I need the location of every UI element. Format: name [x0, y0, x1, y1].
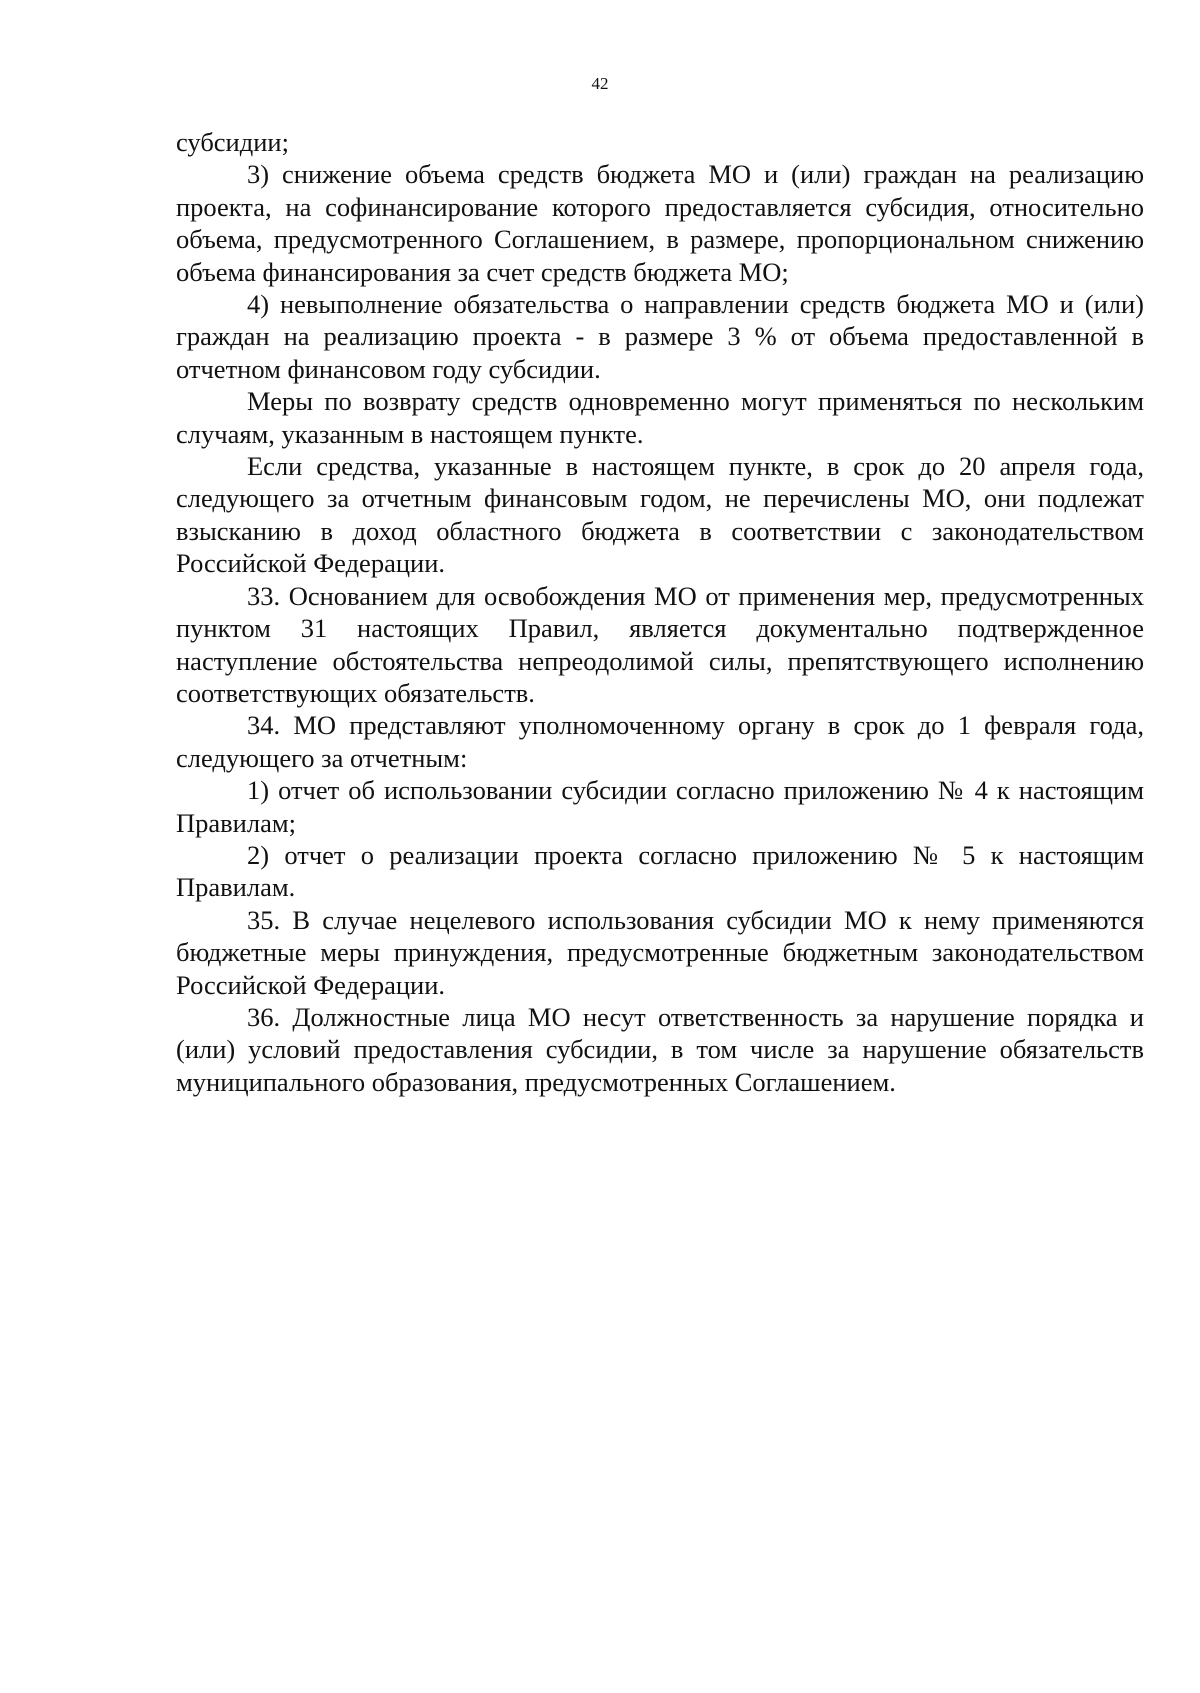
paragraph-return-measures: Меры по возврату средств одновременно могут применяться по нескольким случаям, указанным в настоящем пункте. — [176, 386, 1144, 449]
page-number: 42 — [591, 74, 609, 93]
paragraph-clause-34-item-1: 1) отчет об использовании субсидии согласно приложению № 4 к настоящим Правилам; — [176, 775, 1144, 838]
paragraph-subsidy-tail: субсидии; — [176, 127, 289, 157]
paragraph-item-4: 4) невыполнение обязательства о направлении средств бюджета МО и (или) граждан на реализацию проекта - в размере 3 % от объема предоставленной в отчетном финансовом году субсидии. — [176, 289, 1144, 384]
paragraph-clause-34-item-2: 2) отчет о реализации проекта согласно приложению № 5 к настоящим Правилам. — [176, 839, 1144, 903]
paragraph-clause-34: 34. МО представляют уполномоченному органу в срок до 1 февраля года, следующего за отчетным: — [176, 710, 1144, 773]
paragraph-item-3: 3) снижение объема средств бюджета МО и (или) граждан на реализацию проекта, на софинансирование которого предоставляется субсидия, относительно объема, предусмотренного Соглашением, в размере, пропорциональном снижению объема финансирования за счет средств бюджета МО; — [176, 159, 1144, 287]
document-body — [176, 126, 1144, 1098]
paragraph-clause-36: 36. Должностные лица МО несут ответственность за нарушение порядка и (или) условий предоставления субсидии, в том числе за нарушение обязательств муниципального образования, предусмотренных Соглашением. — [176, 1001, 1144, 1097]
paragraph-clause-33: 33. Основанием для освобождения МО от применения мер, предусмотренных пунктом 31 настоящих Правил, является документально подтвержденное наступление обстоятельства непреодолимой силы, препятствующего исполнению соответствующих обязательств. — [176, 580, 1144, 708]
paragraph-recovery: Если средства, указанные в настоящем пункте, в срок до 20 апреля года, следующего за отчетным финансовым годом, не перечислены МО, они подлежат взысканию в доход областного бюджета в соответствии с законодательством Российской Федерации. — [176, 451, 1144, 579]
paragraph-clause-35: 35. В случае нецелевого использования субсидии МО к нему применяются бюджетные меры принуждения, предусмотренные бюджетным законодательством Российской Федерации. — [176, 904, 1144, 1000]
